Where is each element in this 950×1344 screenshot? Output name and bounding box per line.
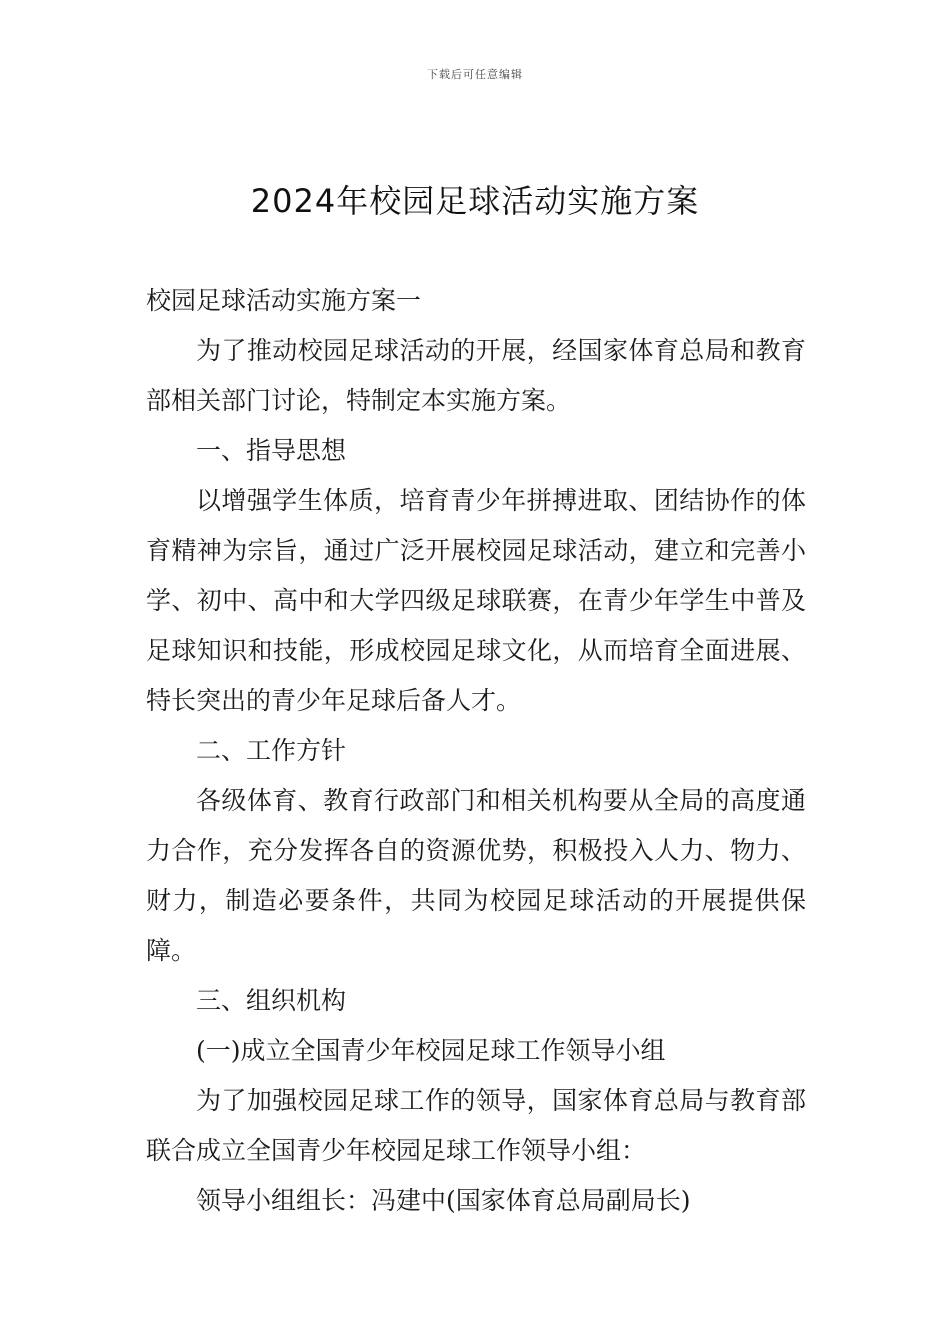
- section-heading: 三、组织机构: [196, 986, 347, 1015]
- document-title: 2024年校园足球活动实施方案: [250, 182, 700, 220]
- document-body: [146, 276, 806, 1226]
- paragraph: 为了加强校园足球工作的领导，国家体育总局与教育部联合成立全国青少年校园足球工作领导小组：: [146, 1086, 806, 1165]
- paragraph: 各级体育、教育行政部门和相关机构要从全局的高度通力合作，充分发挥各自的资源优势，积极投入人力、物力、财力，制造必要条件，共同为校园足球活动的开展提供保障。: [146, 786, 806, 965]
- header-note: 下载后可任意编辑: [427, 68, 523, 81]
- section-heading: 校园足球活动实施方案一: [146, 286, 422, 315]
- paragraph: 以增强学生体质，培育青少年拼搏进取、团结协作的体育精神为宗旨，通过广泛开展校园足球活动，建立和完善小学、初中、高中和大学四级足球联赛，在青少年学生中普及足球知识和技能，形成校园足球文化，从而培育全面进展、特长突出的青少年足球后备人才。: [146, 486, 806, 715]
- paragraph: 为了推动校园足球活动的开展，经国家体育总局和教育部相关部门讨论，特制定本实施方案。: [146, 336, 806, 415]
- paragraph: 领导小组组长：冯建中(国家体育总局副局长): [196, 1186, 691, 1215]
- subsection-heading: (一)成立全国青少年校园足球工作领导小组: [196, 1036, 666, 1065]
- section-heading: 一、指导思想: [196, 436, 347, 465]
- section-heading: 二、工作方针: [196, 736, 347, 765]
